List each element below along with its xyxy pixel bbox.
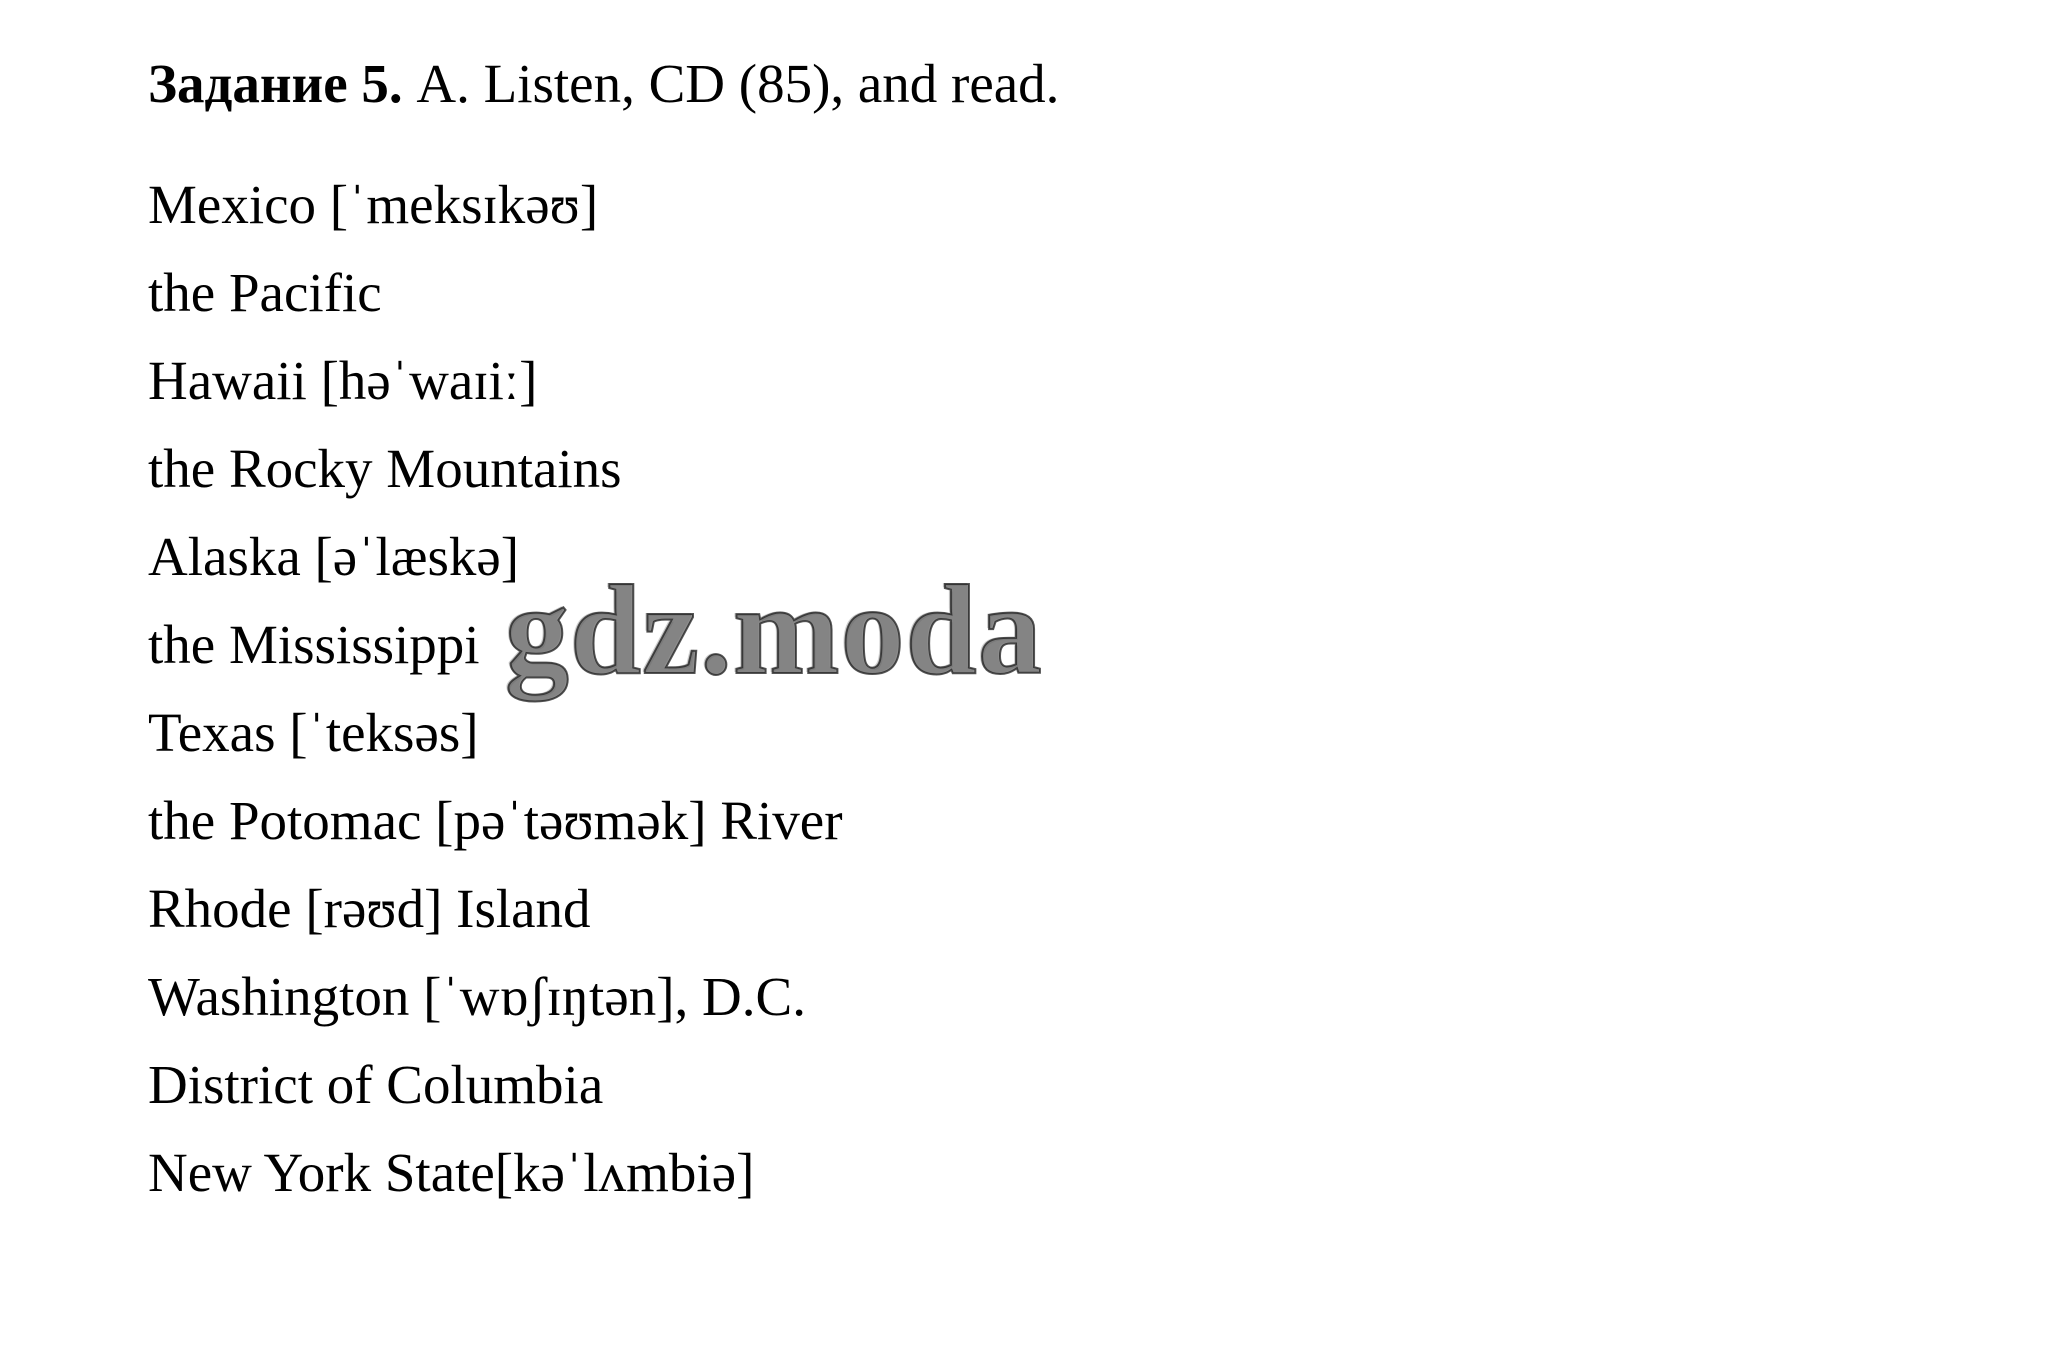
vocabulary-item-washington-dc: Washington [ˈwɒʃɪŋtən], D.C. — [148, 966, 806, 1027]
vocabulary-item-rhode-island: Rhode [rəʊd] Island — [148, 878, 591, 939]
vocabulary-item-mississippi: the Mississippi — [148, 614, 480, 675]
task-heading — [148, 44, 1059, 124]
vocabulary-item-potomac-river: the Potomac [pəˈtəʊmək] River — [148, 790, 843, 851]
vocabulary-item-mexico: Mexico [ˈmeksɪkəʊ] — [148, 174, 599, 235]
vocabulary-item-rocky-mountains: the Rocky Mountains — [148, 438, 622, 499]
vocabulary-item-hawaii: Hawaii [həˈwaɪiː] — [148, 350, 538, 411]
vocabulary-item-district-of-columbia: District of Columbia — [148, 1054, 604, 1115]
vocabulary-list — [148, 161, 843, 1217]
task-instruction: A. Listen, CD (85), and read. — [402, 53, 1060, 114]
vocabulary-item-new-york-state: New York State[kəˈlʌmbiə] — [148, 1142, 755, 1203]
site-watermark: gdz.moda — [505, 559, 1043, 701]
task-number: Задание 5. — [148, 53, 403, 114]
vocabulary-item-pacific: the Pacific — [148, 262, 382, 323]
vocabulary-item-texas: Texas [ˈteksəs] — [148, 702, 479, 763]
vocabulary-item-alaska: Alaska [əˈlæskə] — [148, 526, 520, 587]
